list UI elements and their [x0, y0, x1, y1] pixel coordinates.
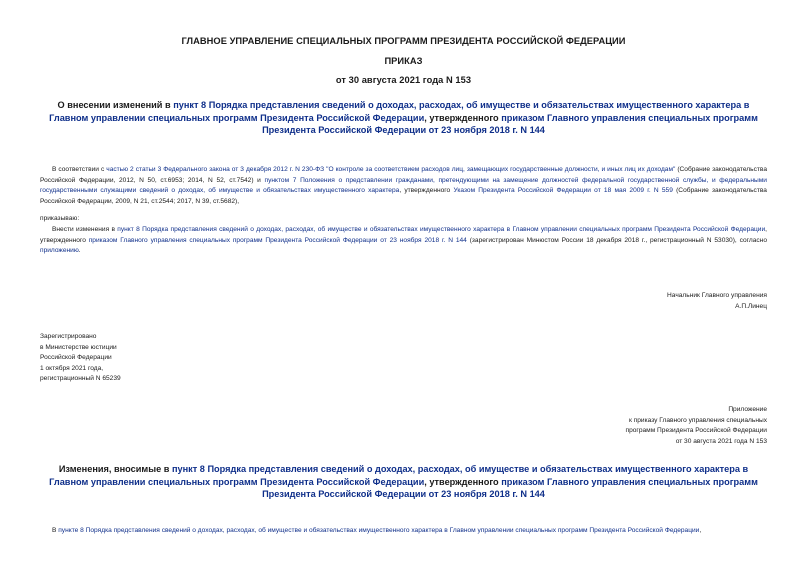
link-presidential-decree-559[interactable]: Указом Президента Российской Федерации от 18 мая 2009 г. N 559: [453, 187, 673, 194]
link-appendix[interactable]: приложению: [40, 247, 79, 254]
decree-text-3: (зарегистрирован Минюстом России 18 декабря 2018 г., регистрационный N 53030), согласно: [466, 236, 767, 244]
signature-block: [667, 291, 767, 312]
link-point-8[interactable]: пункт 8 Порядка представления сведений о доходах, расходах, об имуществе и обязательствах имущественного характера в Главном управлении специальных программ Президента Российской Федерации: [117, 226, 766, 233]
link-order-144[interactable]: приказом Главного управления специальных программ Президента Российской Федерации от 23 ноября 2018 г. N 144: [88, 236, 467, 244]
decree-text-2: , утвержденного: [40, 226, 767, 244]
appendix-para-text-1: В: [52, 527, 59, 534]
decree-text-4: .: [78, 247, 81, 254]
document-title: [40, 99, 767, 137]
agency-name: ГЛАВНОЕ УПРАВЛЕНИЕ СПЕЦИАЛЬНЫХ ПРОГРАММ ПРЕЗИДЕНТА РОССИЙСКОЙ ФЕДЕРАЦИИ: [181, 36, 626, 46]
appendix-line-3: программ Президента Российской Федерации: [625, 427, 767, 434]
preamble-paragraph: [40, 165, 767, 207]
registration-block: [40, 332, 121, 385]
appendix-title: [40, 463, 767, 501]
document-type: ПРИКАЗ: [384, 56, 423, 66]
appendix-title-prefix: Изменения, вносимые в: [58, 464, 172, 474]
preamble-text-3: , утвержденного: [399, 187, 454, 194]
appendix-title-link-order-144[interactable]: приказом Главного управления специальных программ Президента Российской Федерации от 23 ноября 2018 г. N 144: [262, 476, 758, 499]
preamble-text-1: В соответствии с: [52, 166, 107, 173]
appendix-para-text-2: ,: [699, 527, 702, 534]
appendix-first-paragraph: [40, 526, 767, 537]
appendix-line-2: к приказу Главного управления специальных: [628, 416, 767, 424]
title-link-order-144[interactable]: приказом Главного управления специальных программ Президента Российской Федерации от 23 ноября 2018 г. N 144: [262, 112, 758, 135]
title-link-point-8[interactable]: пункт 8 Порядка представления сведений о доходах, расходах, об имуществе и обязательствах имущественного характера в Главном управлении специальных программ Президента Российской Федерации: [49, 100, 750, 123]
signature-position: Начальник Главного управления: [667, 292, 767, 299]
registration-line-1: Зарегистрировано: [40, 333, 97, 340]
appendix-line-1: Приложение: [728, 406, 767, 413]
appendix-link-point-8[interactable]: пункте 8 Порядка представления сведений о доходах, расходах, об имуществе и обязательствах имущественного характера в Главном управлении специальных программ Президента Российской Федерации: [58, 527, 700, 534]
document-date: от 30 августа 2021 года N 153: [335, 75, 472, 85]
signature-name: А.П.Линец: [735, 302, 767, 310]
preamble-text-4: (Собрание законодательства Российской Федерации, 2009, N 21, ст.2544; 2017, N 39, ст.5682),: [40, 187, 767, 205]
registration-line-2: в Министерстве юстиции: [40, 343, 117, 351]
registration-line-3: Российской Федерации: [40, 354, 112, 361]
link-regulation-point-7[interactable]: пунктом 7 Положения о представлении гражданами, претендующими на замещение должностей федеральной государственной службы, и федеральными государственными служащими сведений о доходах, об имуществе и обязательствах имущественного характера: [40, 176, 767, 194]
registration-line-4: 1 октября 2021 года,: [40, 364, 104, 372]
title-prefix: О внесении изменений в: [57, 100, 174, 110]
appendix-block: [626, 405, 767, 447]
decree-word: приказываю:: [40, 215, 80, 222]
registration-line-5: регистрационный N 65239: [40, 375, 121, 382]
title-middle: , утвержденного: [424, 112, 502, 123]
link-federal-law-230[interactable]: частью 2 статьи 3 Федерального закона от 3 декабря 2012 г. N 230-ФЗ "О контроле за соответствием расходов лиц, замещающих государственные должности, и иных лиц их доходам": [106, 166, 676, 173]
appendix-title-link-point-8[interactable]: пункт 8 Порядка представления сведений о доходах, расходах, об имуществе и обязательствах имущественного характера в Главном управлении специальных программ Президента Российской Федерации: [49, 464, 749, 487]
decree-paragraph: [40, 225, 767, 257]
preamble-text-2: (Собрание законодательства Российской Федерации, 2012, N 50, ст.6953; 2014, N 52, ст.7542) и: [40, 166, 768, 184]
appendix-title-middle: , утвержденного: [424, 476, 502, 487]
appendix-line-4: от 30 августа 2021 года N 153: [675, 437, 767, 445]
decree-text-1: Внести изменения в: [52, 226, 118, 233]
